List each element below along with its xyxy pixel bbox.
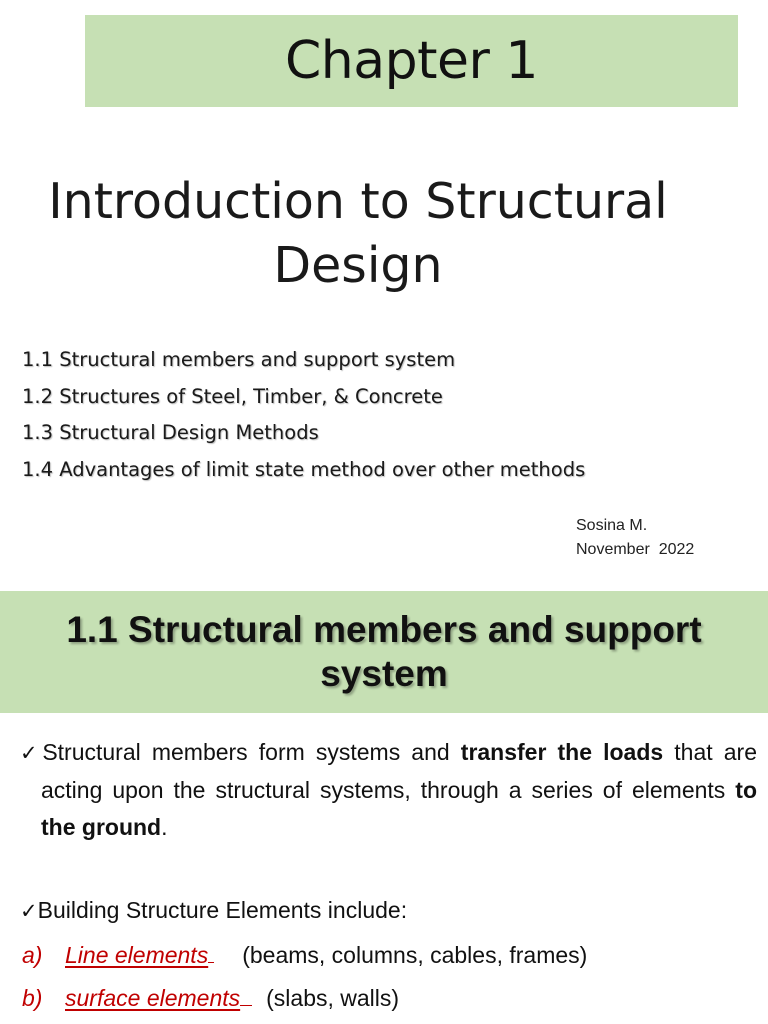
slide-section-1-1 bbox=[0, 574, 768, 1024]
checkmark-icon: ✓ bbox=[20, 741, 43, 765]
elements-intro-text: Building Structure Elements include: bbox=[37, 897, 408, 923]
element-list bbox=[22, 934, 742, 1020]
list-item bbox=[22, 977, 742, 1020]
presentation-date: November 2022 bbox=[576, 541, 695, 558]
checkmark-icon: ✓ bbox=[20, 899, 38, 923]
underline-pad bbox=[208, 940, 214, 963]
outline-item: 1.2 Structures of Steel, Timber, & Concrete bbox=[22, 384, 443, 408]
para-bold-2: to the ground bbox=[41, 777, 757, 840]
section-heading-line-1: 1.1 Structural members and support bbox=[66, 609, 702, 650]
element-type-examples: (beams, columns, cables, frames) bbox=[242, 942, 588, 968]
section-banner bbox=[0, 591, 768, 713]
underline-pad bbox=[240, 983, 252, 1006]
para-text-2: that are acting upon the structural systems, through a series of elements bbox=[41, 739, 757, 803]
list-marker: a) bbox=[22, 942, 43, 968]
outline-item: 1.3 Structural Design Methods bbox=[22, 421, 319, 444]
load-transfer-paragraph bbox=[20, 734, 757, 846]
element-type-name: surface elements bbox=[65, 985, 241, 1011]
element-type-name: Line elements bbox=[65, 942, 209, 968]
list-item bbox=[22, 934, 742, 977]
presentation-title bbox=[0, 170, 716, 298]
para-bold-1: transfer the loads bbox=[460, 739, 664, 765]
section-heading bbox=[10, 608, 758, 696]
section-heading-line-2: system bbox=[320, 653, 448, 694]
chapter-outline bbox=[22, 342, 742, 488]
title-line-2: Design bbox=[273, 237, 443, 294]
list-marker: b) bbox=[22, 985, 43, 1011]
chapter-banner bbox=[85, 15, 738, 107]
element-type-examples: (slabs, walls) bbox=[266, 985, 400, 1011]
title-line-1: Introduction to Structural bbox=[48, 173, 668, 230]
author-block bbox=[576, 514, 694, 562]
chapter-label: Chapter 1 bbox=[284, 31, 538, 91]
elements-intro bbox=[20, 892, 740, 930]
author-name: Sosina M. bbox=[576, 517, 648, 534]
para-text-3: . bbox=[161, 814, 168, 840]
outline-item: 1.1 Structural members and support system bbox=[22, 348, 456, 371]
para-text-1: Structural members form systems and bbox=[42, 739, 461, 765]
outline-item: 1.4 Advantages of limit state method over other methods bbox=[22, 457, 586, 481]
